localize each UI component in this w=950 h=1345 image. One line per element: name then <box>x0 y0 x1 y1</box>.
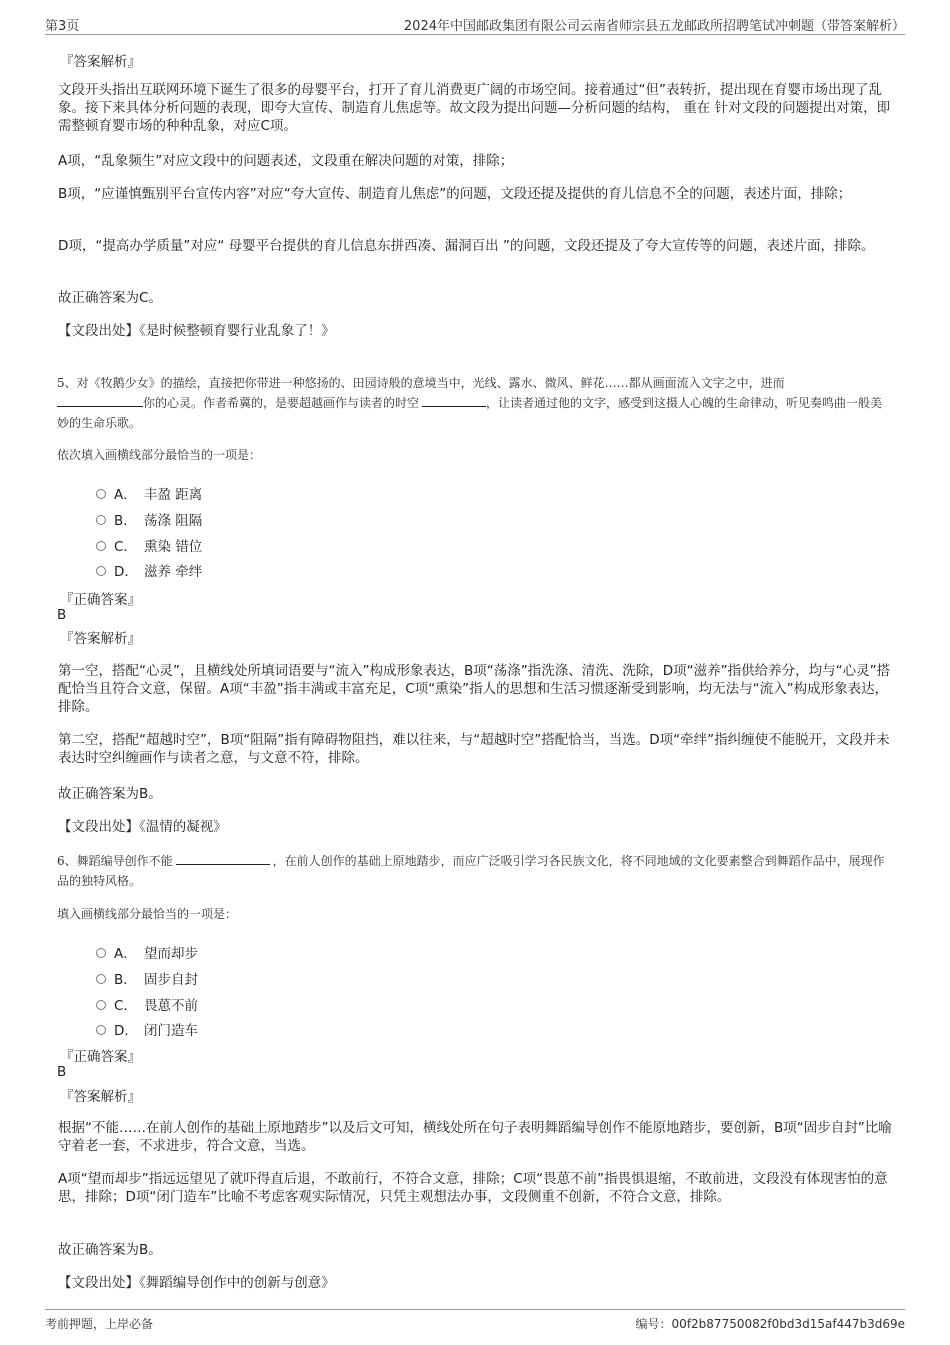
q6-blank <box>176 852 270 865</box>
radio-icon[interactable] <box>96 489 106 499</box>
radio-icon[interactable] <box>96 566 106 576</box>
q4-analysis-paragraph-3: B项，“应谨慎甄别平台宣传内容”对应“夸大宣传、制造育儿焦虑”的问题，文段还提及提供的育儿信息不全的问题，表述片面，排除； <box>58 186 852 202</box>
q5-stem-part-2: 你的心灵。作者希冀的，是要超越画作与读者的时空 <box>143 396 420 410</box>
q5-answer-conclusion: 故正确答案为B。 <box>58 786 162 802</box>
q5-prompt: 依次填入画横线部分最恰当的一项是： <box>57 448 262 462</box>
q6-option-a[interactable]: A． 望而却步 <box>96 942 198 960</box>
radio-icon[interactable] <box>96 1000 106 1010</box>
footer-slogan: 考前押题，上岸必备 <box>45 1317 154 1331</box>
q6-source: 【文段出处】《舞蹈编导创作中的创新与创意》 <box>58 1275 335 1291</box>
q6-prompt: 填入画横线部分最恰当的一项是： <box>57 907 238 921</box>
q4-analysis-label: 『答案解析』 <box>60 54 141 70</box>
q5-analysis-paragraph-1: 第一空，搭配“心灵”，且横线处所填词语要与“流入”构成形象表达，B项“荡涤”指洗涤、清洗、洗除，D项“滋养”指供给养分，均与“心灵”搭配恰当且符合文意，保留。A项“丰盈”指丰满或丰富充足，C项“熏染”指人的思想和生活习惯逐渐受到影响，均无法与“流入”构成形象表达，排除。 <box>58 663 891 715</box>
q4-answer-conclusion: 故正确答案为C。 <box>58 290 162 306</box>
q6-option-d[interactable]: D． 闭门造车 <box>96 1019 198 1037</box>
q6-option-c[interactable]: C． 畏葸不前 <box>96 994 198 1012</box>
q5-blank-2 <box>422 394 486 407</box>
q5-answer: B <box>57 607 67 623</box>
radio-icon[interactable] <box>96 541 106 551</box>
q5-source: 【文段出处】《温情的凝视》 <box>58 819 227 835</box>
q6-stem <box>57 851 892 891</box>
q4-analysis-paragraph-4: D项，“提高办学质量”对应“ 母婴平台提供的育儿信息东拼西凑、漏洞百出 ”的问题，文段还提及了夸大宣传等的问题，表述片面，排除。 <box>58 238 875 254</box>
q6-stem-part-2: ，在前人创作的基础上原地踏步，而应广泛吸引学习各民族文化，将不同地域的文化要素整合到舞蹈作品中，展现作品的独特风格。 <box>57 854 885 888</box>
q5-option-b[interactable]: B． 荡涤 阻隔 <box>96 509 202 527</box>
q5-option-d[interactable]: D． 滋养 牵绊 <box>96 560 202 578</box>
q6-stem-part-1: 6、舞蹈编导创作不能 <box>57 854 173 868</box>
radio-icon[interactable] <box>96 974 106 984</box>
document-id: 编号：00f2b87750082f0bd3d15af447b3d69e <box>635 1317 905 1331</box>
page-number: 第3页 <box>45 19 80 34</box>
q5-option-c[interactable]: C． 熏染 错位 <box>96 535 202 553</box>
radio-icon[interactable] <box>96 1025 106 1035</box>
q4-analysis-paragraph-2: A项，“乱象频生”对应文段中的问题表述，文段重在解决问题的对策，排除； <box>58 153 514 169</box>
q6-analysis-label: 『答案解析』 <box>60 1089 141 1105</box>
q5-blank-1 <box>57 394 143 407</box>
radio-icon[interactable] <box>96 948 106 958</box>
page-header <box>45 12 905 35</box>
q5-stem-part-3: ，让读者通过他的文字，感受到这摄人心魄的生命律动，听见奏鸣曲一般美妙的生命乐歌。 <box>57 396 883 430</box>
q5-answer-label: 『正确答案』 <box>60 592 141 608</box>
q6-answer-label: 『正确答案』 <box>60 1049 141 1065</box>
q6-answer: B <box>57 1064 67 1080</box>
document-title: 2024年中国邮政集团有限公司云南省师宗县五龙邮政所招聘笔试冲刺题（带答案解析） <box>403 19 905 34</box>
radio-icon[interactable] <box>96 515 106 525</box>
q5-stem <box>57 373 892 433</box>
page-footer <box>45 1309 905 1332</box>
q6-analysis-paragraph-1: 根据“不能……在前人创作的基础上原地踏步”以及后文可知，横线处所在句子表明舞蹈编导创作不能原地踏步，要创新，B项“固步自封”比喻守着老一套，不求进步，符合文意，当选。 <box>58 1120 892 1154</box>
q5-stem-part-1: 5、对《牧鹅少女》的描绘，直接把你带进一种悠扬的、田园诗般的意境当中，光线、露水、微风、鲜花……都从画面流入文字之中，进而 <box>57 376 785 390</box>
q6-option-b[interactable]: B． 固步自封 <box>96 968 198 986</box>
q4-analysis-paragraph-1: 文段开头指出互联网环境下诞生了很多的母婴平台，打开了育儿消费更广阔的市场空间。接着通过“但”表转折，提出现在育婴市场出现了乱象。接下来具体分析问题的表现，即夸大宣传、制造育儿焦虑等。故文段为提出问题—分析问题的结构， 重在 针对文段的问题提出对策，即需整顿育婴市场的种种乱象，对应C项。 <box>58 82 891 134</box>
q5-analysis-label: 『答案解析』 <box>60 631 141 647</box>
q4-source: 【文段出处】《是时候整顿育婴行业乱象了！》 <box>58 323 335 339</box>
q6-analysis-paragraph-2: A项“望而却步”指远远望见了就吓得直后退，不敢前行，不符合文意，排除；C项“畏葸不前”指畏惧退缩，不敢前进，文段没有体现害怕的意思，排除；D项“闭门造车”比喻不考虑客观实际情况，只凭主观想法办事，文段侧重不创新，不符合文意，排除。 <box>58 1171 888 1205</box>
q6-answer-conclusion: 故正确答案为B。 <box>58 1242 162 1258</box>
q5-option-a[interactable]: A． 丰盈 距离 <box>96 483 202 501</box>
q5-analysis-paragraph-2: 第二空，搭配“超越时空”，B项“阻隔”指有障碍物阻挡，难以往来，与“超越时空”搭配恰当，当选。D项“牵绊”指纠缠使不能脱开，文段并未表达时空纠缠画作与读者之意，与文意不符，排除。 <box>58 732 890 766</box>
